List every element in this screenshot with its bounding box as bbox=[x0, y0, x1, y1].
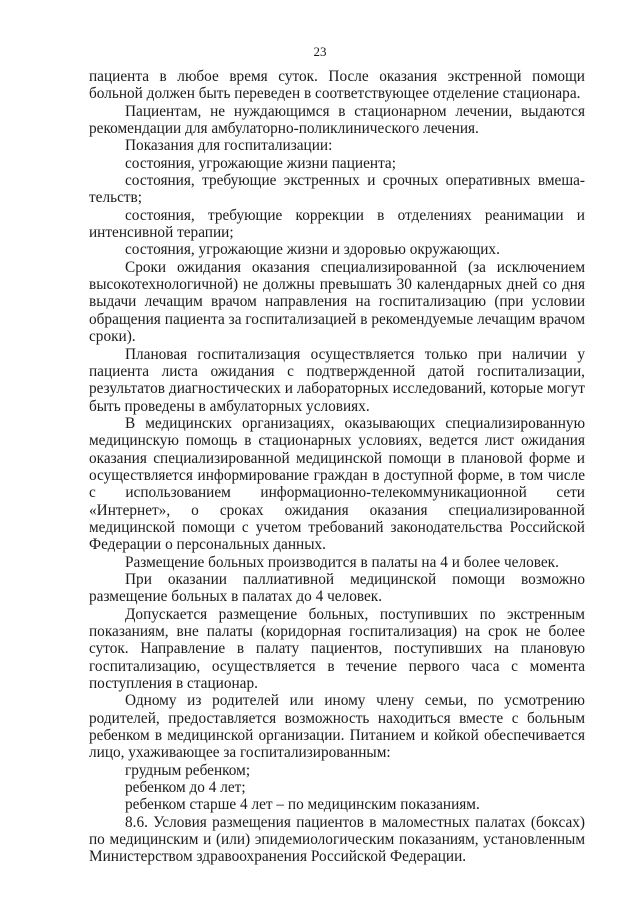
paragraph-planned-hospitalization: Плановая госпитализация осуществляется только при наличии у пациента листа ожидания с подтвержденной датой госпитализации, результатов диагностических и лабораторных исследований, которые могут быть проведены в амбулаторных условиях. bbox=[89, 345, 585, 415]
list-item-over-4: ребенком старше 4 лет – по медицинским показаниям. bbox=[125, 796, 480, 814]
hospitalization-indications-heading: Показания для госпитализации: bbox=[125, 137, 333, 155]
paragraph-continuation: пациента в любое время суток. После оказания экстренной помощи больной должен быть переведен в соответствующее отделение стационара. bbox=[89, 68, 585, 103]
list-item-intensive-care: состояния, требующие коррекции в отделениях реанимации и интенсивной терапии; bbox=[89, 206, 585, 242]
list-item-life-threatening: состояния, угрожающие жизни пациента; bbox=[125, 154, 396, 172]
paragraph-waiting-times: Сроки ожидания оказания специализированной (за исключением высокотехнологичной) не должны превышать 30 календарных дней со дня выдачи лечащим врачом направления на госпитализацию (при условии обращения пациента за госпитализацией в рекомендуемые лечащим врачом сроки). bbox=[89, 258, 585, 346]
section-8-6: 8.6. Условия размещения пациентов в маломестных палатах (боксах) по медицинским и (или) эпидемиологическим показаниям, установленным Министерством здравоохранения Российской Федерации. bbox=[89, 813, 585, 866]
paragraph-waiting-list: В медицинских организациях, оказывающих специализированную медицинскую помощь в стационарных условиях, ведется лист ожидания оказания специализированной медицинской помощи в плановой форме и осуществляется информирование граждан в доступной форме, в том числе с использованием информационно-телекоммуникационной сети «Интернет», о сроках ожидания оказания специализированной медицинской помощи с учетом требований законодательства Российской Федерации о персональных данных. bbox=[89, 414, 585, 554]
list-item-under-4: ребенком до 4 лет; bbox=[125, 779, 246, 797]
paragraph-palliative-care: При оказании паллиативной медицинской помощи возможно размещение больных в палатах до 4 человек. bbox=[89, 570, 585, 606]
list-item-urgent-surgery: состояния, требующие экстренных и срочных оперативных вмешательств; bbox=[89, 172, 585, 207]
paragraph-outpatient-recommendations: Пациентам, не нуждающимся в стационарном лечении, выдаются рекомендации для амбулаторно-поликлинического лечения. bbox=[89, 102, 585, 138]
list-item-infant: грудным ребенком; bbox=[125, 761, 251, 779]
paragraph-corridor-hospitalization: Допускается размещение больных, поступивших по экстренным показаниям, вне палаты (коридорная госпитализация) на срок не более суток. Направление в палату пациентов, поступивших на плановую госпитализацию, осуществляется в течение первого часа с момента поступления в стационар. bbox=[89, 605, 585, 693]
page-number: 23 bbox=[313, 44, 327, 59]
body-text bbox=[89, 68, 585, 866]
paragraph-ward-placement: Размещение больных производится в палаты на 4 и более человек. bbox=[125, 553, 559, 571]
list-item-danger-to-others: состояния, угрожающие жизни и здоровью окружающих. bbox=[125, 241, 500, 259]
paragraph-parent-stay: Одному из родителей или иному члену семьи, по усмотрению родителей, предоставляется возможность находиться вместе с больным ребенком в медицинской организации. Питанием и койкой обеспечивается лицо, ухаживающее за госпитализированным: bbox=[89, 692, 585, 762]
